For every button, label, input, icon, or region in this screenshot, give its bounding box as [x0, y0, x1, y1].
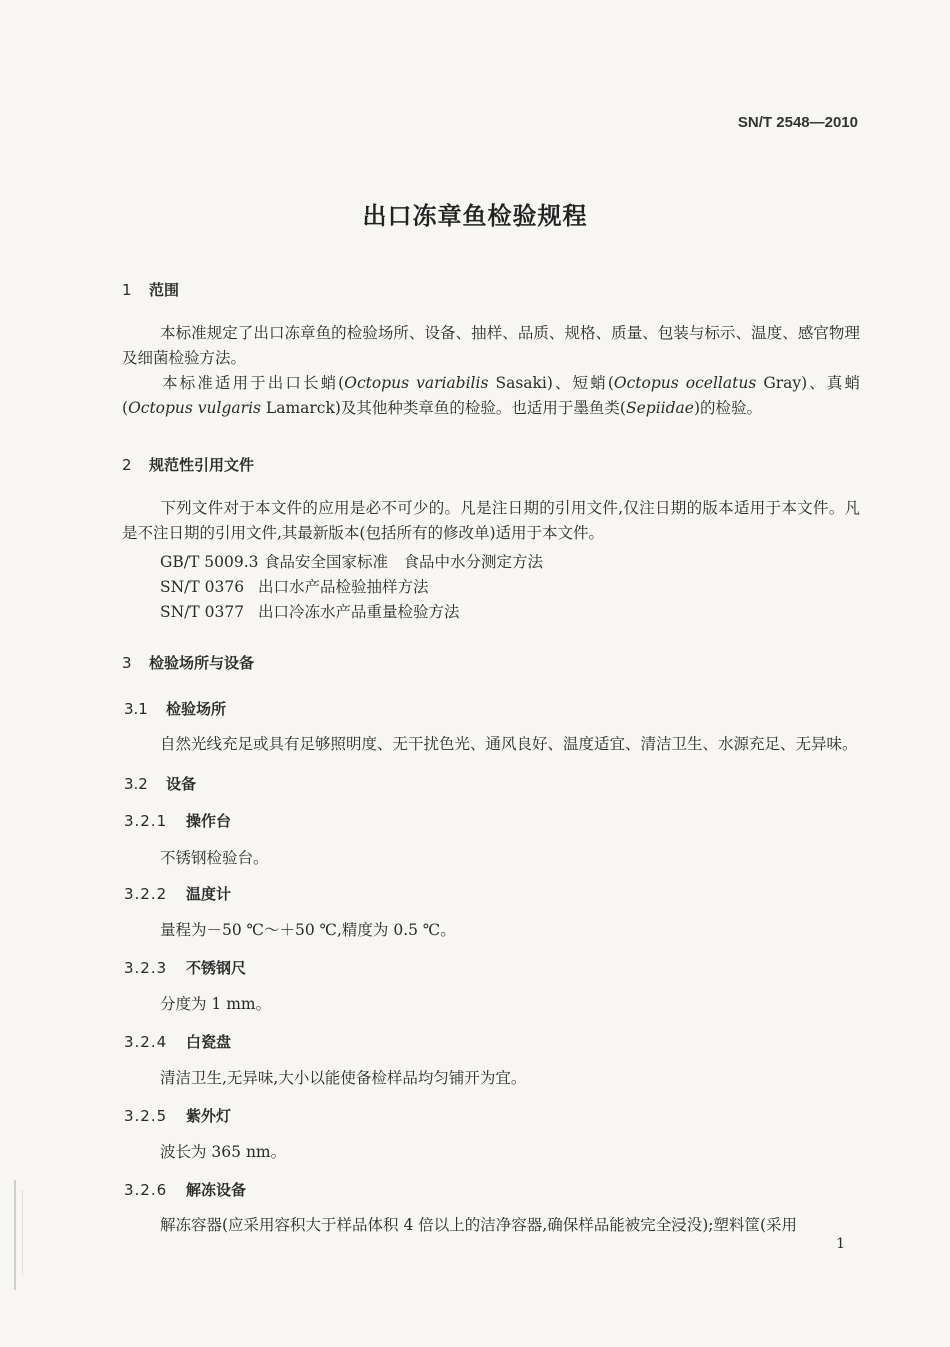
section-3-2-5-text: 波长为 365 nm。 — [160, 1143, 287, 1161]
section-number: 3.2.5 — [124, 1107, 168, 1125]
text-run: Gray — [756, 374, 802, 392]
species-name: Octopus vulgaris — [128, 399, 261, 417]
page-number: 1 — [836, 1236, 845, 1252]
reference-title: 食品安全国家标准 食品中水分测定方法 — [264, 553, 544, 571]
reference-item — [160, 550, 543, 572]
section-title: 温度计 — [186, 885, 232, 903]
section-3-2-4-text: 清洁卫生,无异味,大小以能使备检样品均匀铺开为宜。 — [160, 1069, 527, 1087]
species-name: Octopus ocellatus — [613, 374, 757, 392]
section-3-2-4-heading — [124, 1031, 231, 1052]
reference-item — [160, 600, 460, 622]
paragraph-text: 下列文件对于本文件的应用是必不可少的。凡是注日期的引用文件,仅注日期的版本适用于本文件。凡是不注日期的引用文件,其最新版本(包括所有的修改单)适用于本文件。 — [122, 499, 860, 542]
section-title: 检验场所 — [166, 700, 227, 718]
family-name: Sepiidae — [625, 399, 694, 417]
section-3-2-1-heading — [124, 810, 231, 831]
section-3-2-6-heading — [124, 1179, 246, 1200]
scan-margin-mark — [14, 1180, 16, 1290]
section-number: 3 — [122, 654, 132, 672]
section-3-2-6-text: 解冻容器(应采用容积大于样品体积 4 倍以上的洁净容器,确保样品能被完全浸没);塑料筐(采用 — [160, 1216, 798, 1234]
section-number: 3.2.3 — [124, 959, 168, 977]
text-run: )、短蛸( — [546, 374, 614, 392]
section-title: 设备 — [166, 775, 197, 793]
section-number: 3.2 — [124, 775, 148, 793]
section-1-heading — [122, 279, 179, 300]
section-3-2-heading — [124, 773, 196, 794]
section-3-1-heading — [124, 698, 226, 719]
standard-number: SN/T 2548—2010 — [737, 114, 858, 131]
paragraph-text: 本标准规定了出口冻章鱼的检验场所、设备、抽样、品质、规格、质量、包装与标示、温度、感官物理及细菌检验方法。 — [122, 324, 860, 367]
reference-title: 出口水产品检验抽样方法 — [258, 578, 429, 596]
section-3-2-2-text: 量程为－50 ℃～＋50 ℃,精度为 0.5 ℃。 — [160, 921, 456, 939]
reference-code: SN/T 0377 — [160, 603, 245, 621]
section-2-paragraph — [122, 496, 860, 546]
section-title: 检验场所与设备 — [149, 654, 255, 672]
section-1-paragraph-2 — [122, 371, 860, 421]
text-run: 本标准适用于出口长蛸( — [160, 374, 345, 392]
section-number: 3.2.2 — [124, 885, 168, 903]
text-run: )及其他种类章鱼的检验。也适用于墨鱼类( — [334, 399, 626, 417]
section-title: 操作台 — [186, 812, 232, 830]
reference-code: SN/T 0376 — [160, 578, 245, 596]
section-number: 1 — [122, 281, 132, 299]
section-3-2-5-heading — [124, 1105, 231, 1126]
reference-title: 出口冷冻水产品重量检验方法 — [258, 603, 460, 621]
section-3-1-text: 自然光线充足或具有足够照明度、无干扰色光、通风良好、温度适宜、清洁卫生、水源充足、无异味。 — [160, 735, 858, 753]
section-title: 规范性引用文件 — [149, 456, 255, 474]
scan-margin-mark — [22, 1190, 23, 1275]
section-title: 范围 — [149, 281, 180, 299]
text-run: Sasaki — [488, 374, 547, 392]
document-title: 出口冻章鱼检验规程 — [362, 201, 588, 230]
section-3-2-2-heading — [124, 883, 231, 904]
section-1-paragraph-1 — [122, 321, 860, 371]
section-3-2-1-text: 不锈钢检验台。 — [160, 849, 269, 867]
section-number: 2 — [122, 456, 132, 474]
species-name: Octopus variabilis — [344, 374, 489, 392]
section-3-2-3-heading — [124, 957, 246, 978]
section-number: 3.2.4 — [124, 1033, 168, 1051]
section-title: 紫外灯 — [186, 1107, 232, 1125]
reference-code: GB/T 5009.3 — [160, 553, 259, 571]
section-2-heading — [122, 454, 254, 475]
section-3-2-3-text: 分度为 1 mm。 — [160, 995, 272, 1013]
section-number: 3.2.1 — [124, 812, 168, 830]
section-title: 白瓷盘 — [186, 1033, 232, 1051]
section-title: 解冻设备 — [186, 1181, 247, 1199]
reference-item — [160, 575, 429, 597]
section-number: 3.2.6 — [124, 1181, 168, 1199]
text-run: )、真蛸( — [122, 374, 860, 417]
section-title: 不锈钢尺 — [186, 959, 247, 977]
text-run: )的检验。 — [693, 399, 763, 417]
section-3-heading — [122, 652, 254, 673]
section-number: 3.1 — [124, 700, 148, 718]
text-run: Lamarck — [260, 399, 335, 417]
